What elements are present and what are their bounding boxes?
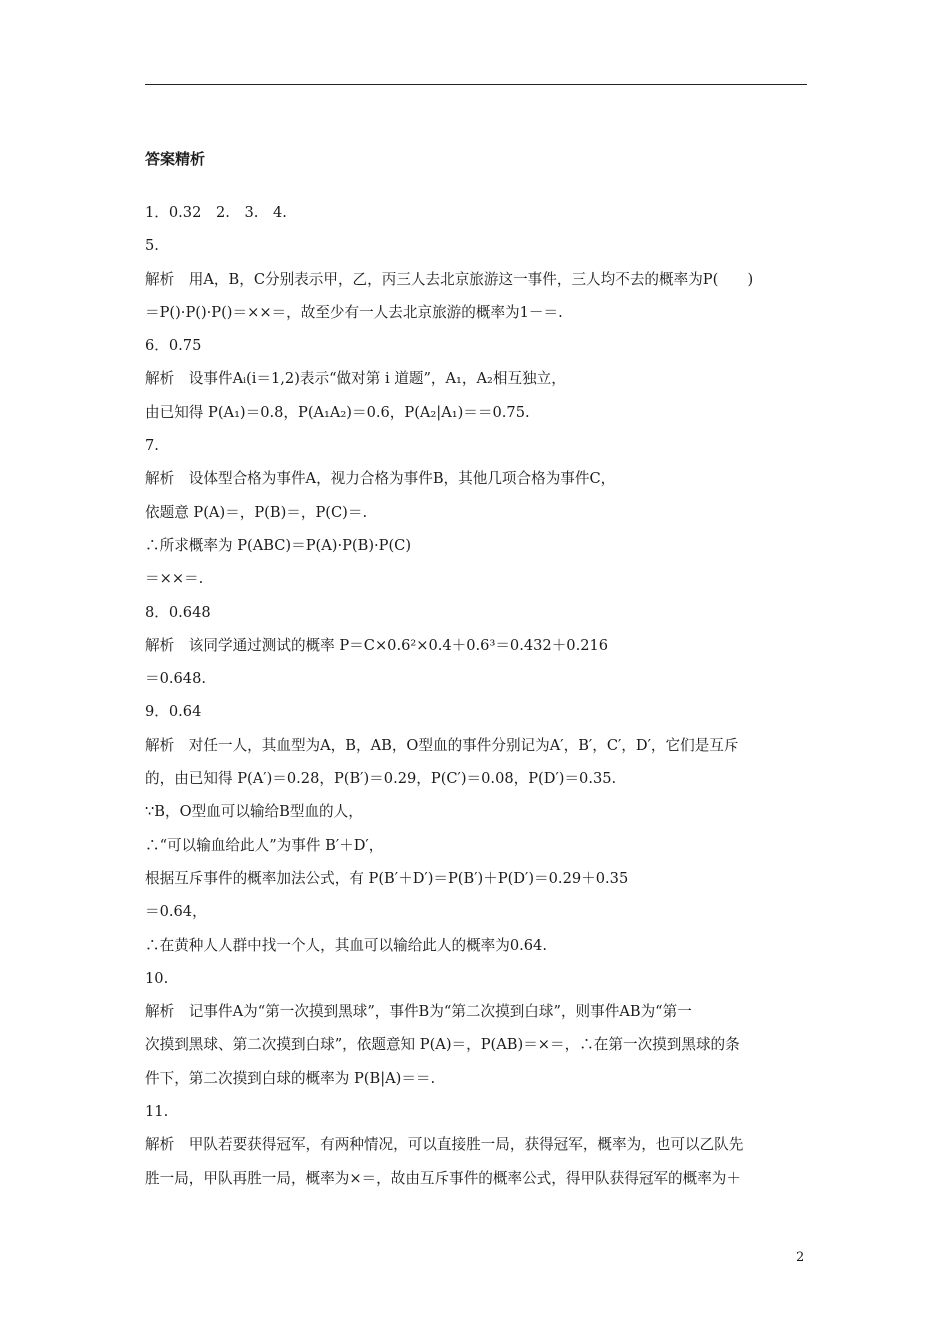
text-line: 根据互斥事件的概率加法公式，有 P(B′＋D′)＝P(B′)＋P(D′)＝0.29＋0.35 <box>145 869 629 887</box>
text-line: 解析 设事件Aᵢ(i＝1,2)表示“做对第 i 道题”，A₁，A₂相互独立， <box>145 370 566 388</box>
text-line: ＝0.64， <box>145 903 207 921</box>
text-line: 的，由已知得 P(A′)＝0.28，P(B′)＝0.29，P(C′)＝0.08，P(D′)＝0.35. <box>145 770 617 788</box>
text-line: 依题意 P(A)＝，P(B)＝，P(C)＝. <box>145 503 368 521</box>
text-line: 解析 用A，B，C分别表示甲，乙，丙三人去北京旅游这一事件，三人均不去的概率为P( ) <box>145 270 754 288</box>
text-line: 解析 该同学通过测试的概率 P＝C×0.6²×0.4＋0.6³＝0.432＋0.216 <box>145 636 609 654</box>
section-heading: 答案精析 <box>145 150 206 168</box>
header-rule <box>145 84 807 85</box>
text-line: ＝0.648. <box>145 670 207 688</box>
text-line: 解析 记事件A为“第一次摸到黑球”，事件B为“第二次摸到白球”，则事件AB为“第一 <box>145 1003 692 1021</box>
text-line: 9．0.64 <box>145 703 202 721</box>
text-line: ＝P()·P()·P()＝××＝，故至少有一人去北京旅游的概率为1－＝. <box>145 303 563 321</box>
text-line: 10. <box>145 969 169 987</box>
text-line: 由已知得 P(A₁)＝0.8，P(A₁A₂)＝0.6，P(A₂|A₁)＝＝0.75. <box>145 403 530 421</box>
text-line: 11. <box>145 1103 169 1121</box>
text-line: ∴“可以输血给此人”为事件 B′＋D′， <box>145 836 384 854</box>
text-line: ∴在黄种人人群中找一个人，其血可以输给此人的概率为0.64. <box>145 936 547 954</box>
text-line: 8．0.648 <box>145 603 211 621</box>
text-line: 5. <box>145 237 159 255</box>
text-line: 6．0.75 <box>145 337 202 355</box>
page-number: 2 <box>796 1250 805 1265</box>
text-line: 解析 设体型合格为事件A，视力合格为事件B，其他几项合格为事件C， <box>145 470 616 488</box>
text-line: 7. <box>145 437 159 455</box>
answer-body <box>145 196 807 1195</box>
text-line: ∴所求概率为 P(ABC)＝P(A)·P(B)·P(C) <box>145 536 412 554</box>
text-line: 胜一局，甲队再胜一局，概率为×＝，故由互斥事件的概率公式，得甲队获得冠军的概率为＋ <box>145 1169 741 1187</box>
text-line: 次摸到黑球、第二次摸到白球”，依题意知 P(A)＝，P(AB)＝×＝，∴在第一次摸到黑球的条 <box>145 1036 740 1054</box>
text-line: 件下，第二次摸到白球的概率为 P(B|A)＝＝. <box>145 1069 436 1087</box>
text-line: 1．0.32 2. 3. 4. <box>145 204 287 221</box>
text-line: ＝××＝. <box>145 570 204 588</box>
text-line: 解析 对任一人，其血型为A，B，AB，O型血的事件分别记为A′，B′，C′，D′，它们是互斥 <box>145 736 739 754</box>
text-line: ∵B，O型血可以输给B型血的人， <box>145 803 363 821</box>
text-line: 解析 甲队若要获得冠军，有两种情况，可以直接胜一局，获得冠军，概率为，也可以乙队先 <box>145 1136 744 1154</box>
